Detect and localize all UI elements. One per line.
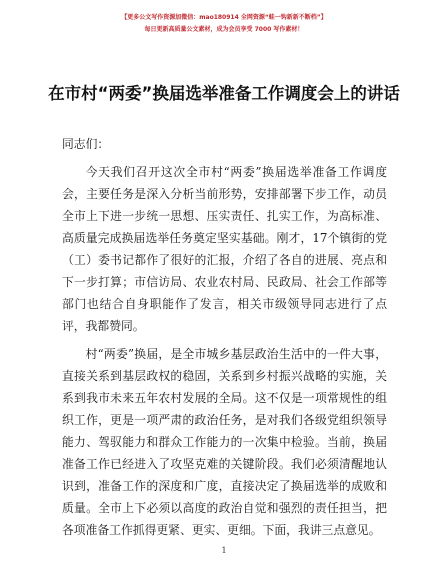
page-number: 1 (221, 546, 227, 555)
document-title: 在市村“两委”换届选举准备工作调度会上的讲话 (48, 84, 400, 103)
salutation: 同志们： (62, 137, 110, 151)
banner-line-2: 每日更新高质量公文素材，成为会员享受 7000 写作素材！ (144, 26, 304, 33)
paragraph-2: 村“两委”换届，是全市城乡基层政治生活中的一件大事，直接关系到基层政权的稳固，关系到乡村振兴战略的实施，关系到我市未来五年农村发展的全局。这不仅是一项常规性的组织工作，更是一项严肃的政治任务，是对我们各级党组织领导能力、驾驭能力和群众工作能力的一次集中检验。当前，换届准备工作已经进入了攻坚克难的关键阶段。我们必须清醒地认识到，准备工作的深度和广度，直接决定了换届选举的成败和质量。全市上下必须以高度的政治自觉和强烈的责任担当，把各项准备工作抓得更紧、更实、更细。下面，我讲三点意见。 (62, 347, 387, 537)
paragraph-1: 今天我们召开这次全市村“两委”换届选举准备工作调度会，主要任务是深入分析当前形势，安排部署下步工作，动员全市上下进一步统一思想、压实责任、扎实工作，为高标准、高质量完成换届选举任务奠定坚实基础。刚才，17个镇街的党（工）委书记都作了很好的汇报，介绍了各自的进展、亮点和下一步打算；市信访局、农业农村局、民政局、社会工作部等部门也结合自身职能作了发言，相关市级领导同志进行了点评，我都赞同。 (62, 165, 387, 333)
document-body (62, 133, 387, 541)
banner-line-1: 【更多公文写作资源加微信：mao180914 全网资源“蛙一钩新新不断档”】 (121, 14, 327, 21)
